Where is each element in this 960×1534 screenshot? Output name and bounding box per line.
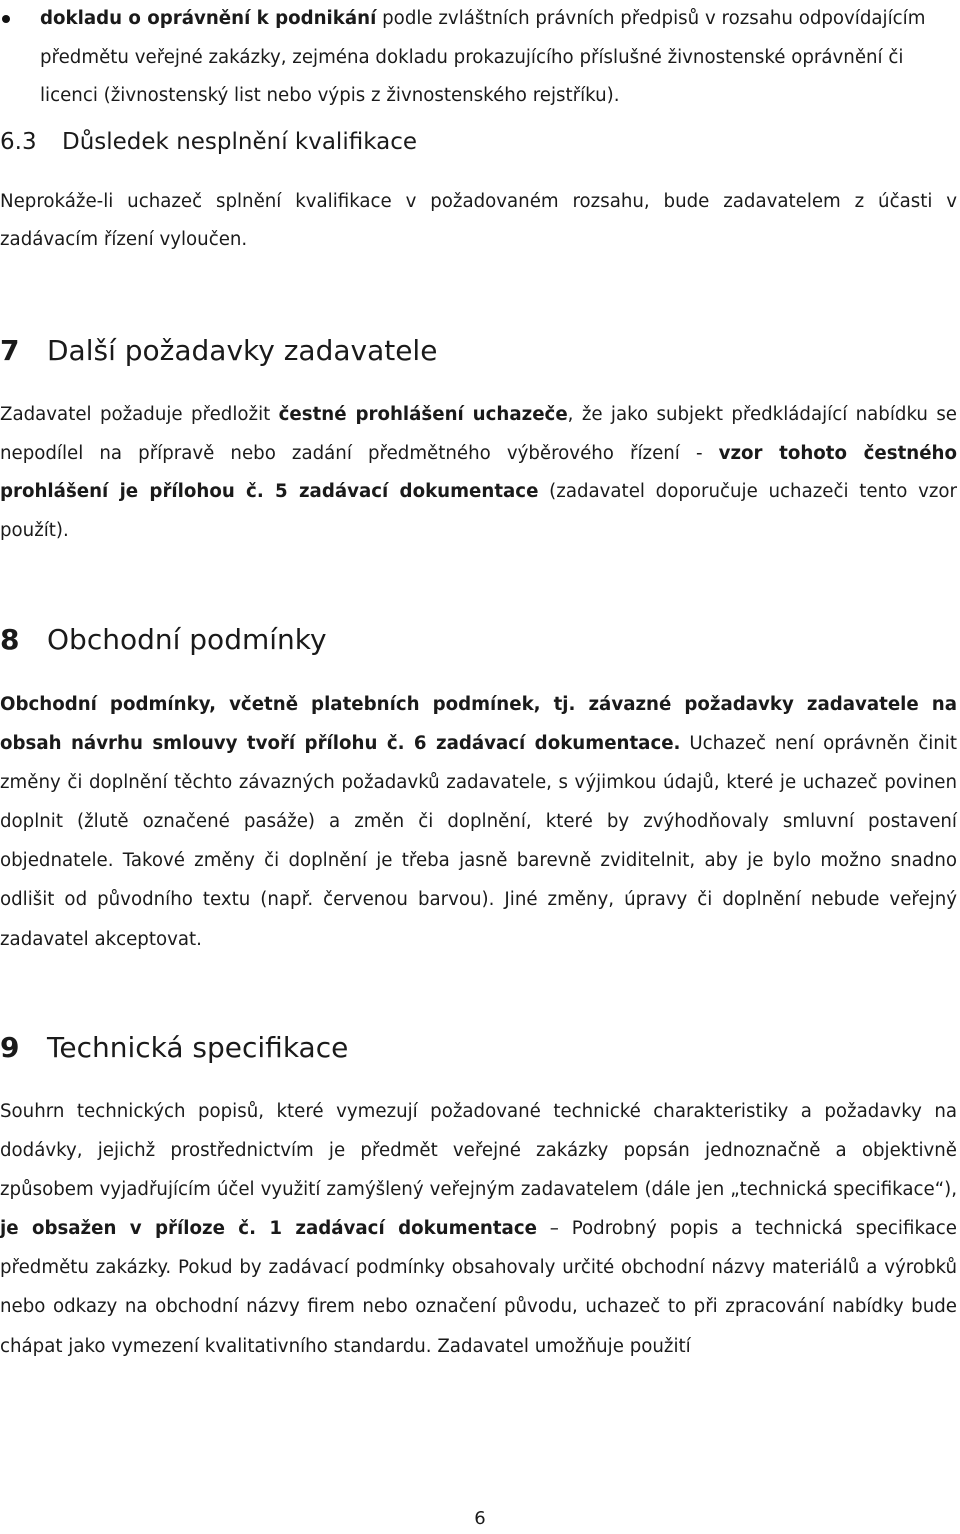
section-9-bold-1: je obsažen v příloze č. 1 zadávací dokumentace <box>0 1218 537 1240</box>
section-7-text-1: Zadavatel požaduje předložit <box>0 404 279 425</box>
section-8-text-1: Uchazeč není oprávněn činit změny či doplnění těchto závazných požadavků zadavatele, s výjimkou údajů, které je uchazeč povinen doplnit (žlutě označené pasáže) a změn či doplnění, které by zvýhodňovaly smluvní postavení objednatele. Takové změny či doplnění je třeba jasně barevně zviditelnit, aby je bylo možno snadno odlišit od původního textu (např. červenou barvou). Jiné změny, úpravy či doplnění nebude veřejný zadavatel akceptovat. <box>0 733 957 950</box>
section-9-text-1: Souhrn technických popisů, které vymezují požadované technické charakteristiky a požadavky na dodávky, jejichž prostřednictvím je předmět veřejné zakázky popsán jednoznačně a objektivně způsobem vyjadřujícím účel využití zamýšlený veřejným zadavatelem (dále jen „technická specifikace“), <box>0 1101 957 1201</box>
section-6-3-number: 6.3 <box>0 129 37 155</box>
section-8-paragraph <box>0 685 957 959</box>
section-9-paragraph <box>0 1092 957 1366</box>
section-7-number: 7 <box>0 334 20 367</box>
section-9-title: Technická specifikace <box>47 1031 349 1064</box>
section-8-title: Obchodní podmínky <box>47 623 327 656</box>
bullet-body-text: podle zvláštních právních předpisů v rozsahu odpovídajícím předmětu veřejné zakázky, zejména dokladu prokazujícího příslušné živnostenské oprávnění či licenci (živnostenský list nebo výpis z živnostenského rejstříku). <box>40 8 926 106</box>
bullet-bold-text: dokladu o oprávnění k podnikání <box>40 8 377 29</box>
section-8-bold-1: Obchodní podmínky, včetně platebních podmínek, tj. závazné požadavky zadavatele na obsah návrhu smlouvy tvoří přílohu č. 6 zadávací dokumentace. <box>0 694 957 755</box>
section-7-heading <box>0 334 437 367</box>
section-9-number: 9 <box>0 1031 20 1064</box>
section-7-text-2: , že jako subjekt předkládající nabídku se nepodílel na přípravě nebo zadání předmětného výběrového řízení - <box>0 404 957 464</box>
section-6-3-title: Důsledek nesplnění kvalifikace <box>62 129 417 155</box>
section-6-3-heading <box>0 129 417 155</box>
section-7-paragraph <box>0 396 957 551</box>
page-number: 6 <box>474 1508 486 1529</box>
section-6-3-paragraph: Neprokáže-li uchazeč splnění kvalifikace v požadovaném rozsahu, bude zadavatelem z účasti v zadávacím řízení vyloučen. <box>0 191 957 250</box>
section-9-text-2: – Podrobný popis a technická specifikace předmětu zakázky. Pokud by zadávací podmínky obsahovaly určité obchodní názvy materiálů a výrobků nebo odkazy na obchodní názvy firem nebo označení původu, uchazeč to při zpracování nabídky bude chápat jako vymezení kvalitativního standardu. Zadavatel umožňuje použití <box>0 1218 957 1357</box>
bullet-icon <box>2 15 10 23</box>
section-7-bold-1: čestné prohlášení uchazeče <box>278 404 568 425</box>
section-9-heading <box>0 1031 348 1064</box>
bullet-text <box>40 0 958 116</box>
section-8-number: 8 <box>0 623 20 656</box>
section-8-heading <box>0 623 327 656</box>
bullet-item-podnikani <box>0 0 958 116</box>
section-7-bold-2: vzor tohoto čestného prohlášení je přílohou č. 5 zadávací dokumentace <box>0 442 957 503</box>
section-7-text-3: (zadavatel doporučuje uchazeči tento vzor použít). <box>0 481 958 542</box>
section-7-title: Další požadavky zadavatele <box>47 334 438 367</box>
